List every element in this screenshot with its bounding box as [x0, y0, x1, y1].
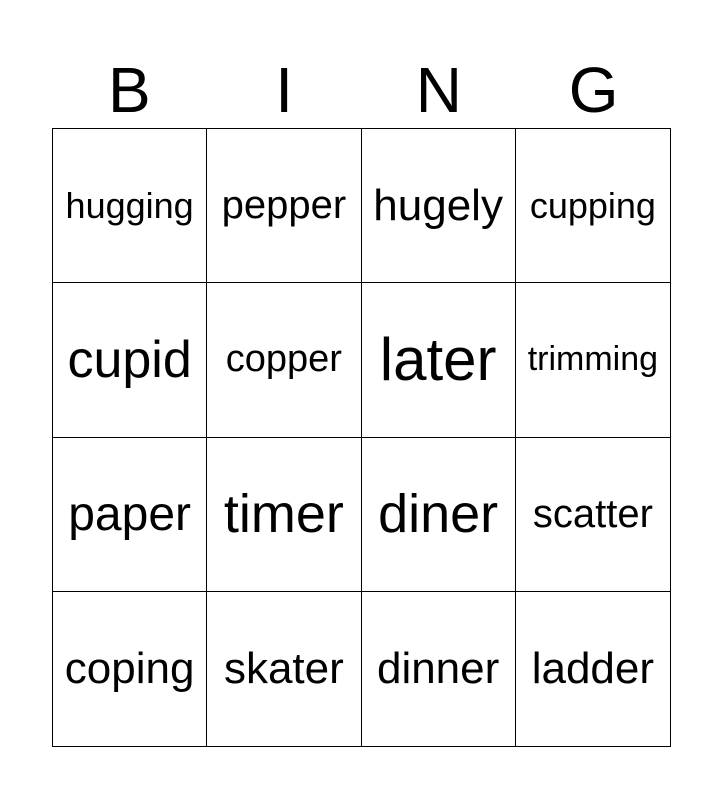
bingo-header [52, 52, 671, 128]
bingo-cell[interactable]: cupping [516, 129, 670, 283]
bingo-cell[interactable]: trimming [516, 283, 670, 437]
bingo-card-grid [52, 128, 671, 747]
bingo-cell[interactable]: later [362, 283, 516, 437]
header-letter-g: G [568, 54, 619, 126]
bingo-cell[interactable]: diner [362, 438, 516, 592]
bingo-cell[interactable]: hugging [53, 129, 207, 283]
bingo-cell[interactable]: ladder [531, 643, 655, 693]
bingo-cell[interactable]: dinner [362, 592, 516, 746]
bingo-cell[interactable]: paper [53, 438, 207, 592]
bingo-cell[interactable]: hugely [362, 129, 516, 283]
bingo-cell[interactable]: copper [207, 283, 361, 437]
header-letter-i: I [275, 54, 294, 126]
bingo-cell[interactable]: timer [207, 438, 361, 592]
bingo-cell[interactable]: cupid [53, 283, 207, 437]
header-letter-n: N [415, 54, 462, 126]
header-letter-b: B [108, 54, 151, 126]
bingo-cell[interactable]: coping [53, 592, 207, 746]
bingo-cell[interactable]: scatter [516, 438, 670, 592]
bingo-cell[interactable]: skater [207, 592, 361, 746]
bingo-cell[interactable]: pepper [207, 129, 361, 283]
